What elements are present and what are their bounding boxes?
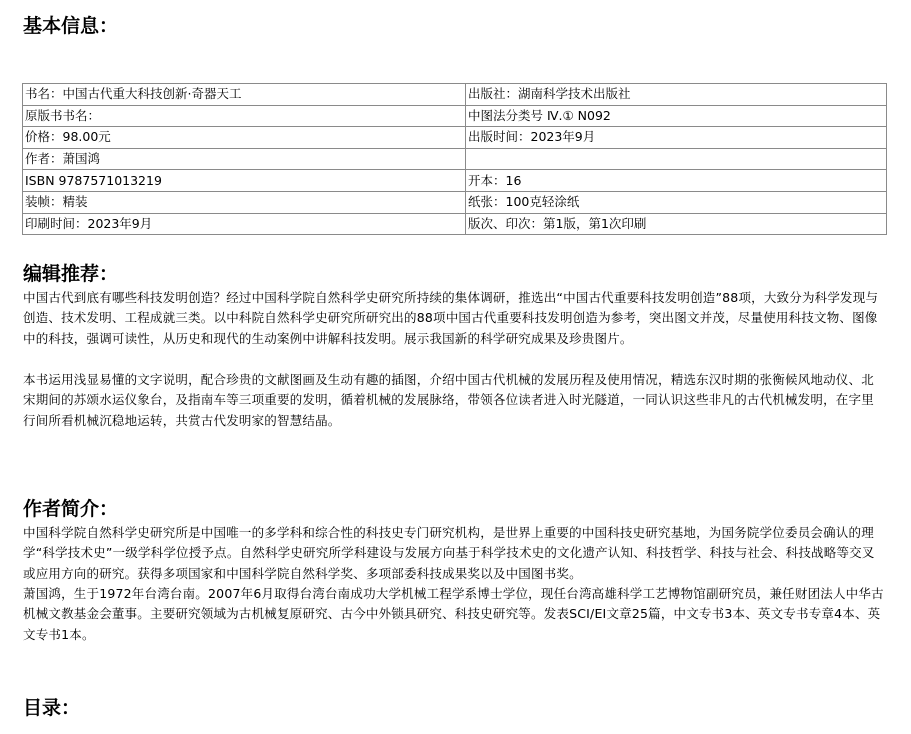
paper-cell: 纸张：100克轻涂纸 — [466, 191, 887, 213]
table-row — [23, 213, 887, 235]
book-info-table — [22, 83, 887, 235]
table-row — [23, 84, 887, 106]
toc-heading: 目录： — [23, 697, 81, 719]
editor-recommendation-paragraph-2: 本书运用浅显易懂的文字说明，配合珍贵的文献图画及生动有趣的插图，介绍中国古代机械的发展历程及使用情况，精选东汉时期的张衡候风地动仪、北宋期间的苏颂水运仪象台，及指南车等三项重要的发明，循着机械的发展脉络，带领各位读者进入时光隧道，一同认识这些非凡的古代机械发明，在字里行间所看机械沉稳地运转，共赏古代发明家的智慧结晶。 — [23, 372, 874, 428]
isbn-cell: ISBN 9787571013219 — [23, 170, 466, 192]
basic-info-heading: 基本信息： — [23, 15, 119, 37]
table-row — [23, 191, 887, 213]
book-title-cell: 书名：中国古代重大科技创新·奇器天工 — [23, 84, 466, 106]
author-cell: 作者：萧国鸿 — [23, 148, 466, 170]
classification-cell: 中图法分类号 Ⅳ.① N092 — [466, 105, 887, 127]
table-row — [23, 105, 887, 127]
author-intro-paragraph-1: 中国科学院自然科学史研究所是中国唯一的多学科和综合性的科技史专门研究机构，是世界上重要的中国科技史研究基地，为国务院学位委员会确认的理学“科学技术史”一级学科学位授予点。自然科学史研究所学科建设与发展方向基于科学技术史的文化遗产认知、科技哲学、科技与社会、科技战略等交叉或应用方向的研究。获得多项国家和中国科学院自然科学奖、多项部委科技成果奖以及中国图书奖。 — [23, 525, 875, 581]
editor-recommendation-paragraph-1: 中国古代到底有哪些科技发明创造？经过中国科学院自然科学史研究所持续的集体调研，推选出“中国古代重要科技发明创造”88项，大致分为科学发现与创造、技术发明、工程成就三类。以中科院自然科学史研究所研究出的88项中国古代重要科技发明创造为参考，突出图文并茂，尽量使用科技文物、图像中的科技，强调可读性，从历史和现代的生动案例中讲解科技发明。展示我国新的科学研究成果及珍贵图片。 — [23, 290, 879, 346]
publisher-cell: 出版社：湖南科学技术出版社 — [466, 84, 887, 106]
author-intro-paragraph-2: 萧国鸿，生于1972年台湾台南。2007年6月取得台湾台南成功大学机械工程学系博士学位，现任台湾高雄科学工艺博物馆副研究员，兼任财团法人中华古机械文教基金会董事。主要研究领域为古机械复原研究、古今中外锁具研究、科技史研究等。发表SCI/EI文章25篇，中文专书3本、英文专书专章4本、英文专书1本。 — [23, 586, 884, 642]
binding-cell: 装帧：精装 — [23, 191, 466, 213]
table-row — [23, 127, 887, 149]
price-cell: 价格：98.00元 — [23, 127, 466, 149]
author-intro-heading: 作者简介： — [23, 498, 119, 520]
table-row — [23, 148, 887, 170]
print-date-cell: 印刷时间：2023年9月 — [23, 213, 466, 235]
edition-cell: 版次、印次：第1版，第1次印刷 — [466, 213, 887, 235]
format-cell: 开本：16 — [466, 170, 887, 192]
table-row — [23, 170, 887, 192]
publish-date-cell: 出版时间：2023年9月 — [466, 127, 887, 149]
editor-recommendation-heading: 编辑推荐： — [23, 263, 119, 285]
original-title-cell: 原版书书名： — [23, 105, 466, 127]
empty-cell — [466, 148, 887, 170]
